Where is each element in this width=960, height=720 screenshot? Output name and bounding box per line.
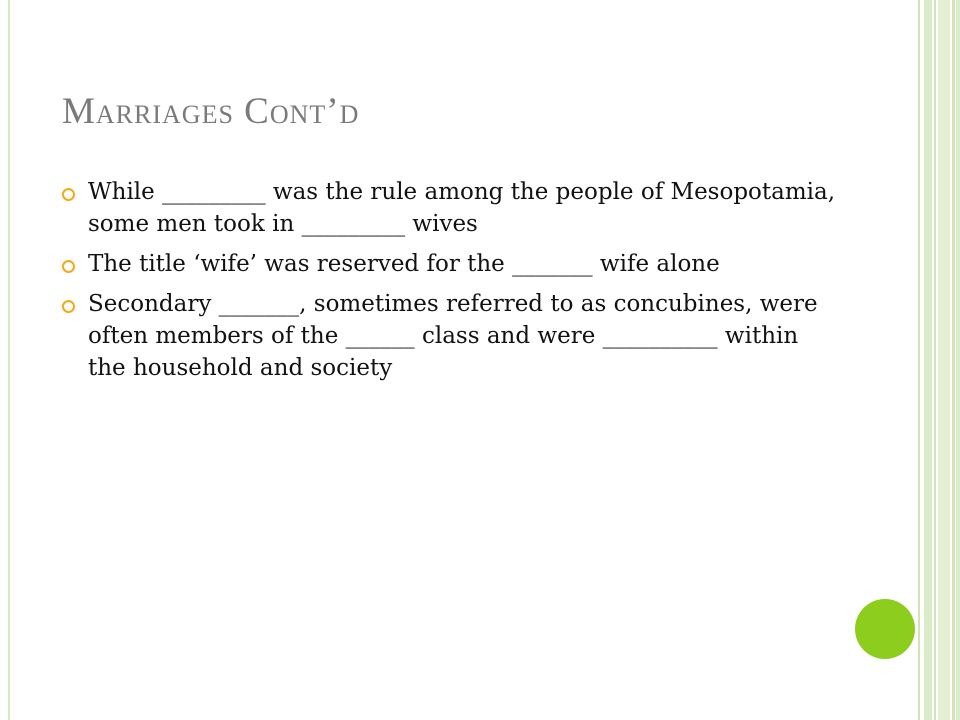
stripe — [918, 0, 920, 720]
bullet-circle-icon — [62, 260, 75, 273]
bullet-text: The title ‘wife’ was reserved for the _______ wife alone — [88, 251, 720, 277]
green-circle-icon — [855, 599, 915, 659]
stripe — [938, 0, 950, 720]
bullet-item — [62, 248, 842, 280]
stripe — [952, 0, 955, 720]
bullet-item — [62, 288, 842, 384]
bullet-circle-icon — [62, 300, 75, 313]
bullet-item — [62, 176, 842, 240]
slide-title: Marriages Cont’d — [62, 91, 360, 132]
bullet-text: While _________ was the rule among the people of Mesopotamia, some men took in _________ wives — [88, 179, 836, 237]
right-decorative-stripes — [918, 0, 960, 720]
bullet-list — [62, 176, 842, 392]
left-border-line — [8, 0, 10, 720]
bullet-circle-icon — [62, 188, 75, 201]
stripe — [956, 0, 960, 720]
stripe — [924, 0, 932, 720]
stripe — [934, 0, 936, 720]
bullet-text: Secondary _______, sometimes referred to as concubines, were often members of the ______ class and were __________ within the household and society — [88, 291, 818, 381]
